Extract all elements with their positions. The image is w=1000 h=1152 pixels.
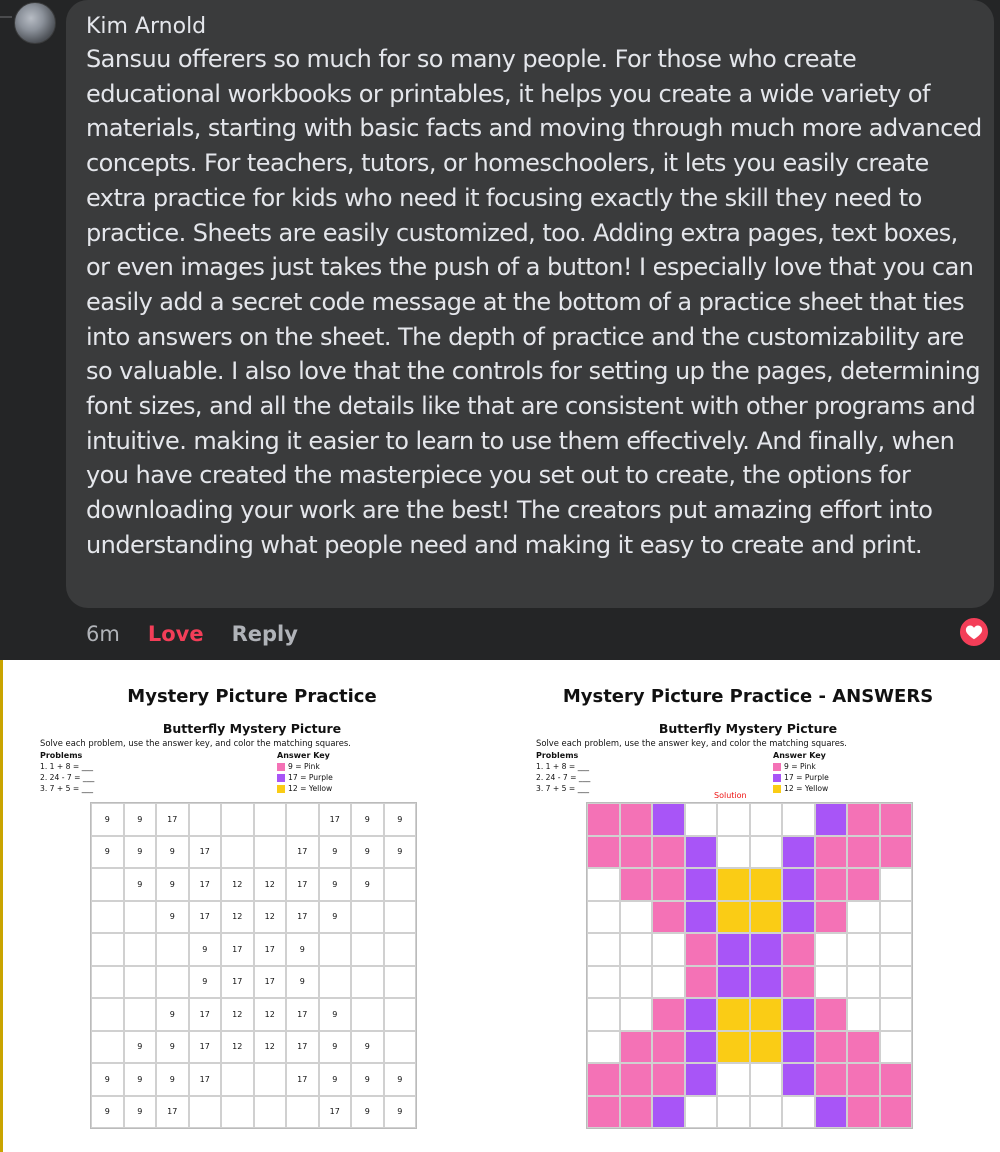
solution-cell	[880, 966, 913, 999]
solution-cell	[652, 901, 685, 934]
solution-cell	[750, 1096, 783, 1129]
grid-cell: 9	[124, 868, 157, 901]
solution-cell	[782, 1096, 815, 1129]
solution-cell	[717, 1096, 750, 1129]
problem-item: 3. 7 + 5 = ___	[40, 784, 94, 793]
grid-cell	[91, 1031, 124, 1064]
solution-cell	[847, 1031, 880, 1064]
heart-icon[interactable]	[958, 616, 990, 648]
grid-cell	[254, 1096, 287, 1129]
solution-cell	[815, 836, 848, 869]
grid-cell: 9	[124, 836, 157, 869]
solution-cell	[652, 868, 685, 901]
answer-key-heading: Answer Key	[773, 751, 826, 760]
solution-cell	[685, 1063, 718, 1096]
grid-cell	[384, 868, 417, 901]
grid-cell	[286, 1096, 319, 1129]
solution-cell	[750, 1063, 783, 1096]
love-button[interactable]: Love	[147, 622, 204, 646]
comment-text: Sansuu offerers so much for so many people. For those who create educational workbooks or printables, it helps you create a wide variety of materials, starting with basic facts and moving through much more advanced concepts. For teachers, tutors, or homeschoolers, it lets you easily create extra practice for kids who need it focusing exactly the skill they need to practice. Sheets are easily customized, too. Adding extra pages, text boxes, or even images just takes the push of a button! I especially love that you can easily add a secret code message at the bottom of a practice sheet that ties into answers on the sheet. The depth of practice and the customizability are so valuable. I also love that the controls for setting up the pages, determining font sizes, and all the details like that are consistent with other programs and intuitive. making it easier to learn to use them effectively. And finally, when you have created the masterpiece you set out to create, the options for downloading your work are the best! The creators put amazing effort into understanding what people need and making it easy to create and print.	[86, 45, 982, 559]
grid-cell: 9	[156, 868, 189, 901]
solution-cell	[587, 901, 620, 934]
frame-border	[0, 660, 3, 1152]
grid-cell: 17	[286, 1063, 319, 1096]
grid-cell: 17	[254, 933, 287, 966]
solution-cell	[750, 998, 783, 1031]
solution-cell	[815, 1063, 848, 1096]
thread-line	[0, 16, 12, 18]
grid-cell	[319, 933, 352, 966]
solution-cell	[782, 901, 815, 934]
solution-cell	[847, 1096, 880, 1129]
grid-cell: 9	[351, 1096, 384, 1129]
comment-timestamp[interactable]: 6m	[86, 622, 120, 646]
solution-cell	[685, 966, 718, 999]
solution-cell	[880, 1031, 913, 1064]
solution-cell	[717, 901, 750, 934]
solution-cell	[587, 966, 620, 999]
color-swatch	[773, 774, 781, 782]
grid-cell: 17	[319, 1096, 352, 1129]
solution-cell	[717, 1063, 750, 1096]
solution-cell	[685, 998, 718, 1031]
grid-cell	[319, 966, 352, 999]
answers-page	[516, 660, 996, 1152]
grid-cell	[91, 933, 124, 966]
grid-cell	[221, 1096, 254, 1129]
solution-cell	[782, 803, 815, 836]
grid-cell	[351, 933, 384, 966]
color-swatch	[277, 785, 285, 793]
grid-cell: 12	[221, 868, 254, 901]
grid-cell: 9	[319, 998, 352, 1031]
solution-cell	[782, 836, 815, 869]
solution-cell	[847, 836, 880, 869]
grid-cell: 9	[319, 901, 352, 934]
grid-cell: 9	[351, 803, 384, 836]
solution-cell	[587, 1031, 620, 1064]
problem-item: 3. 7 + 5 = ___	[536, 784, 590, 793]
grid-cell	[91, 998, 124, 1031]
answer-key-item	[277, 784, 332, 793]
grid-cell: 17	[189, 1031, 222, 1064]
puzzle-grid	[90, 802, 417, 1129]
grid-cell: 9	[156, 901, 189, 934]
solution-cell	[587, 1096, 620, 1129]
solution-cell	[880, 1063, 913, 1096]
solution-cell	[815, 868, 848, 901]
solution-cell	[717, 803, 750, 836]
worksheet-instructions: Solve each problem, use the answer key, and color the matching squares.	[536, 738, 847, 748]
solution-cell	[685, 901, 718, 934]
grid-cell	[156, 933, 189, 966]
grid-cell: 17	[189, 998, 222, 1031]
grid-cell	[91, 966, 124, 999]
grid-cell	[189, 803, 222, 836]
solution-cell	[652, 1063, 685, 1096]
solution-cell	[652, 966, 685, 999]
grid-cell: 9	[286, 966, 319, 999]
problems-heading: Problems	[536, 751, 579, 760]
solution-cell	[782, 966, 815, 999]
grid-cell	[124, 933, 157, 966]
solution-cell	[847, 1063, 880, 1096]
solution-cell	[685, 1031, 718, 1064]
answer-key-label: 17 = Purple	[784, 773, 829, 782]
grid-cell: 9	[384, 1096, 417, 1129]
solution-cell	[847, 803, 880, 836]
grid-cell	[384, 901, 417, 934]
avatar[interactable]	[14, 2, 56, 44]
worksheet-title: Mystery Picture Practice	[127, 686, 377, 707]
solution-cell	[880, 868, 913, 901]
answer-key-label: 9 = Pink	[288, 762, 320, 771]
solution-cell	[847, 901, 880, 934]
solution-cell	[652, 933, 685, 966]
solution-cell	[847, 966, 880, 999]
solution-cell	[620, 868, 653, 901]
solution-cell	[685, 933, 718, 966]
solution-cell	[815, 1031, 848, 1064]
grid-cell: 17	[189, 1063, 222, 1096]
grid-cell: 9	[156, 836, 189, 869]
answer-key-label: 12 = Yellow	[784, 784, 829, 793]
comment-author[interactable]: Kim Arnold	[86, 14, 207, 39]
grid-cell	[91, 868, 124, 901]
solution-cell	[782, 1031, 815, 1064]
solution-cell	[782, 998, 815, 1031]
answer-key-heading: Answer Key	[277, 751, 330, 760]
solution-cell	[782, 933, 815, 966]
problem-item: 1. 1 + 8 = ___	[40, 762, 94, 771]
solution-label: Solution	[714, 791, 747, 800]
grid-cell	[384, 966, 417, 999]
grid-cell: 17	[286, 901, 319, 934]
grid-cell	[189, 1096, 222, 1129]
grid-cell: 9	[351, 1063, 384, 1096]
solution-cell	[750, 933, 783, 966]
solution-cell	[847, 998, 880, 1031]
solution-cell	[880, 1096, 913, 1129]
solution-cell	[847, 933, 880, 966]
color-swatch	[277, 763, 285, 771]
grid-cell: 17	[189, 836, 222, 869]
answer-key-item	[773, 762, 816, 771]
grid-cell	[124, 998, 157, 1031]
answer-key-label: 9 = Pink	[784, 762, 816, 771]
grid-cell: 9	[189, 933, 222, 966]
problems-heading: Problems	[40, 751, 83, 760]
grid-cell	[351, 998, 384, 1031]
grid-cell	[221, 836, 254, 869]
grid-cell	[254, 836, 287, 869]
color-swatch	[773, 785, 781, 793]
solution-cell	[750, 1031, 783, 1064]
grid-cell: 17	[156, 803, 189, 836]
solution-cell	[685, 836, 718, 869]
grid-cell	[124, 966, 157, 999]
solution-cell	[750, 868, 783, 901]
solution-cell	[620, 933, 653, 966]
grid-cell: 9	[91, 803, 124, 836]
solution-cell	[750, 836, 783, 869]
grid-cell: 12	[221, 901, 254, 934]
grid-cell	[156, 966, 189, 999]
grid-cell: 9	[351, 1031, 384, 1064]
problem-item: 2. 24 - 7 = ___	[536, 773, 591, 782]
grid-cell: 9	[384, 803, 417, 836]
solution-cell	[587, 933, 620, 966]
solution-cell	[847, 868, 880, 901]
solution-cell	[750, 803, 783, 836]
grid-cell: 17	[156, 1096, 189, 1129]
solution-cell	[880, 803, 913, 836]
solution-grid	[586, 802, 913, 1129]
grid-cell	[351, 966, 384, 999]
grid-cell: 12	[254, 868, 287, 901]
solution-cell	[587, 868, 620, 901]
problem-item: 2. 24 - 7 = ___	[40, 773, 95, 782]
solution-cell	[717, 966, 750, 999]
grid-cell: 9	[124, 803, 157, 836]
grid-cell: 17	[319, 803, 352, 836]
answer-key-item	[277, 762, 320, 771]
grid-cell	[384, 998, 417, 1031]
solution-cell	[880, 836, 913, 869]
worksheet-subtitle: Butterfly Mystery Picture	[658, 721, 838, 736]
grid-cell	[91, 901, 124, 934]
problem-item: 1. 1 + 8 = ___	[536, 762, 590, 771]
solution-cell	[685, 1096, 718, 1129]
reply-button[interactable]: Reply	[231, 622, 298, 646]
grid-cell: 12	[254, 998, 287, 1031]
grid-cell: 9	[319, 1031, 352, 1064]
solution-cell	[815, 1096, 848, 1129]
comment-actions	[86, 620, 298, 648]
grid-cell	[384, 933, 417, 966]
solution-cell	[587, 1063, 620, 1096]
grid-cell: 9	[384, 1063, 417, 1096]
solution-cell	[815, 966, 848, 999]
grid-cell: 9	[319, 836, 352, 869]
solution-cell	[587, 836, 620, 869]
grid-cell: 9	[319, 1063, 352, 1096]
solution-cell	[880, 901, 913, 934]
solution-cell	[717, 868, 750, 901]
solution-cell	[880, 933, 913, 966]
solution-cell	[620, 1031, 653, 1064]
solution-cell	[652, 1031, 685, 1064]
solution-cell	[685, 868, 718, 901]
grid-cell: 9	[351, 868, 384, 901]
solution-cell	[652, 998, 685, 1031]
grid-cell: 17	[221, 933, 254, 966]
solution-cell	[815, 901, 848, 934]
solution-cell	[750, 966, 783, 999]
answer-key-label: 17 = Purple	[288, 773, 333, 782]
answer-key-item	[773, 784, 828, 793]
solution-cell	[815, 803, 848, 836]
solution-cell	[717, 998, 750, 1031]
answer-key-item	[773, 773, 829, 782]
grid-cell: 9	[156, 998, 189, 1031]
grid-cell: 17	[286, 1031, 319, 1064]
answer-key-label: 12 = Yellow	[288, 784, 333, 793]
solution-cell	[652, 836, 685, 869]
color-swatch	[773, 763, 781, 771]
grid-cell	[254, 1063, 287, 1096]
solution-cell	[782, 1063, 815, 1096]
grid-cell: 17	[221, 966, 254, 999]
solution-cell	[620, 1063, 653, 1096]
solution-cell	[717, 836, 750, 869]
grid-cell: 17	[286, 998, 319, 1031]
solution-cell	[587, 803, 620, 836]
grid-cell	[124, 901, 157, 934]
grid-cell: 9	[286, 933, 319, 966]
grid-cell: 9	[124, 1031, 157, 1064]
grid-cell	[221, 1063, 254, 1096]
grid-cell	[384, 1031, 417, 1064]
worksheet-previews	[0, 660, 1000, 1152]
grid-cell: 12	[221, 998, 254, 1031]
grid-cell: 9	[124, 1063, 157, 1096]
grid-cell: 9	[91, 1096, 124, 1129]
solution-cell	[750, 901, 783, 934]
solution-cell	[782, 868, 815, 901]
grid-cell: 17	[189, 901, 222, 934]
solution-cell	[620, 901, 653, 934]
solution-cell	[620, 1096, 653, 1129]
solution-cell	[620, 998, 653, 1031]
grid-cell	[221, 803, 254, 836]
grid-cell: 12	[254, 901, 287, 934]
grid-cell: 9	[91, 1063, 124, 1096]
solution-cell	[620, 966, 653, 999]
color-swatch	[277, 774, 285, 782]
solution-cell	[652, 1096, 685, 1129]
solution-cell	[815, 933, 848, 966]
grid-cell: 9	[319, 868, 352, 901]
grid-cell: 12	[221, 1031, 254, 1064]
solution-cell	[620, 836, 653, 869]
grid-cell	[351, 901, 384, 934]
grid-cell: 17	[189, 868, 222, 901]
answer-key-item	[277, 773, 333, 782]
solution-cell	[685, 803, 718, 836]
grid-cell: 9	[91, 836, 124, 869]
grid-cell: 17	[286, 868, 319, 901]
solution-cell	[717, 933, 750, 966]
grid-cell: 9	[124, 1096, 157, 1129]
grid-cell: 9	[156, 1031, 189, 1064]
solution-cell	[880, 998, 913, 1031]
solution-cell	[620, 803, 653, 836]
solution-cell	[587, 998, 620, 1031]
worksheet-page	[20, 660, 500, 1152]
worksheet-subtitle: Butterfly Mystery Picture	[162, 721, 342, 736]
grid-cell: 17	[286, 836, 319, 869]
answers-title: Mystery Picture Practice - ANSWERS	[562, 686, 934, 707]
solution-cell	[815, 998, 848, 1031]
grid-cell	[254, 803, 287, 836]
grid-cell: 9	[384, 836, 417, 869]
grid-cell: 9	[156, 1063, 189, 1096]
grid-cell: 9	[189, 966, 222, 999]
grid-cell: 9	[351, 836, 384, 869]
grid-cell	[286, 803, 319, 836]
solution-cell	[652, 803, 685, 836]
solution-cell	[717, 1031, 750, 1064]
grid-cell: 17	[254, 966, 287, 999]
worksheet-instructions: Solve each problem, use the answer key, and color the matching squares.	[40, 738, 351, 748]
grid-cell: 12	[254, 1031, 287, 1064]
